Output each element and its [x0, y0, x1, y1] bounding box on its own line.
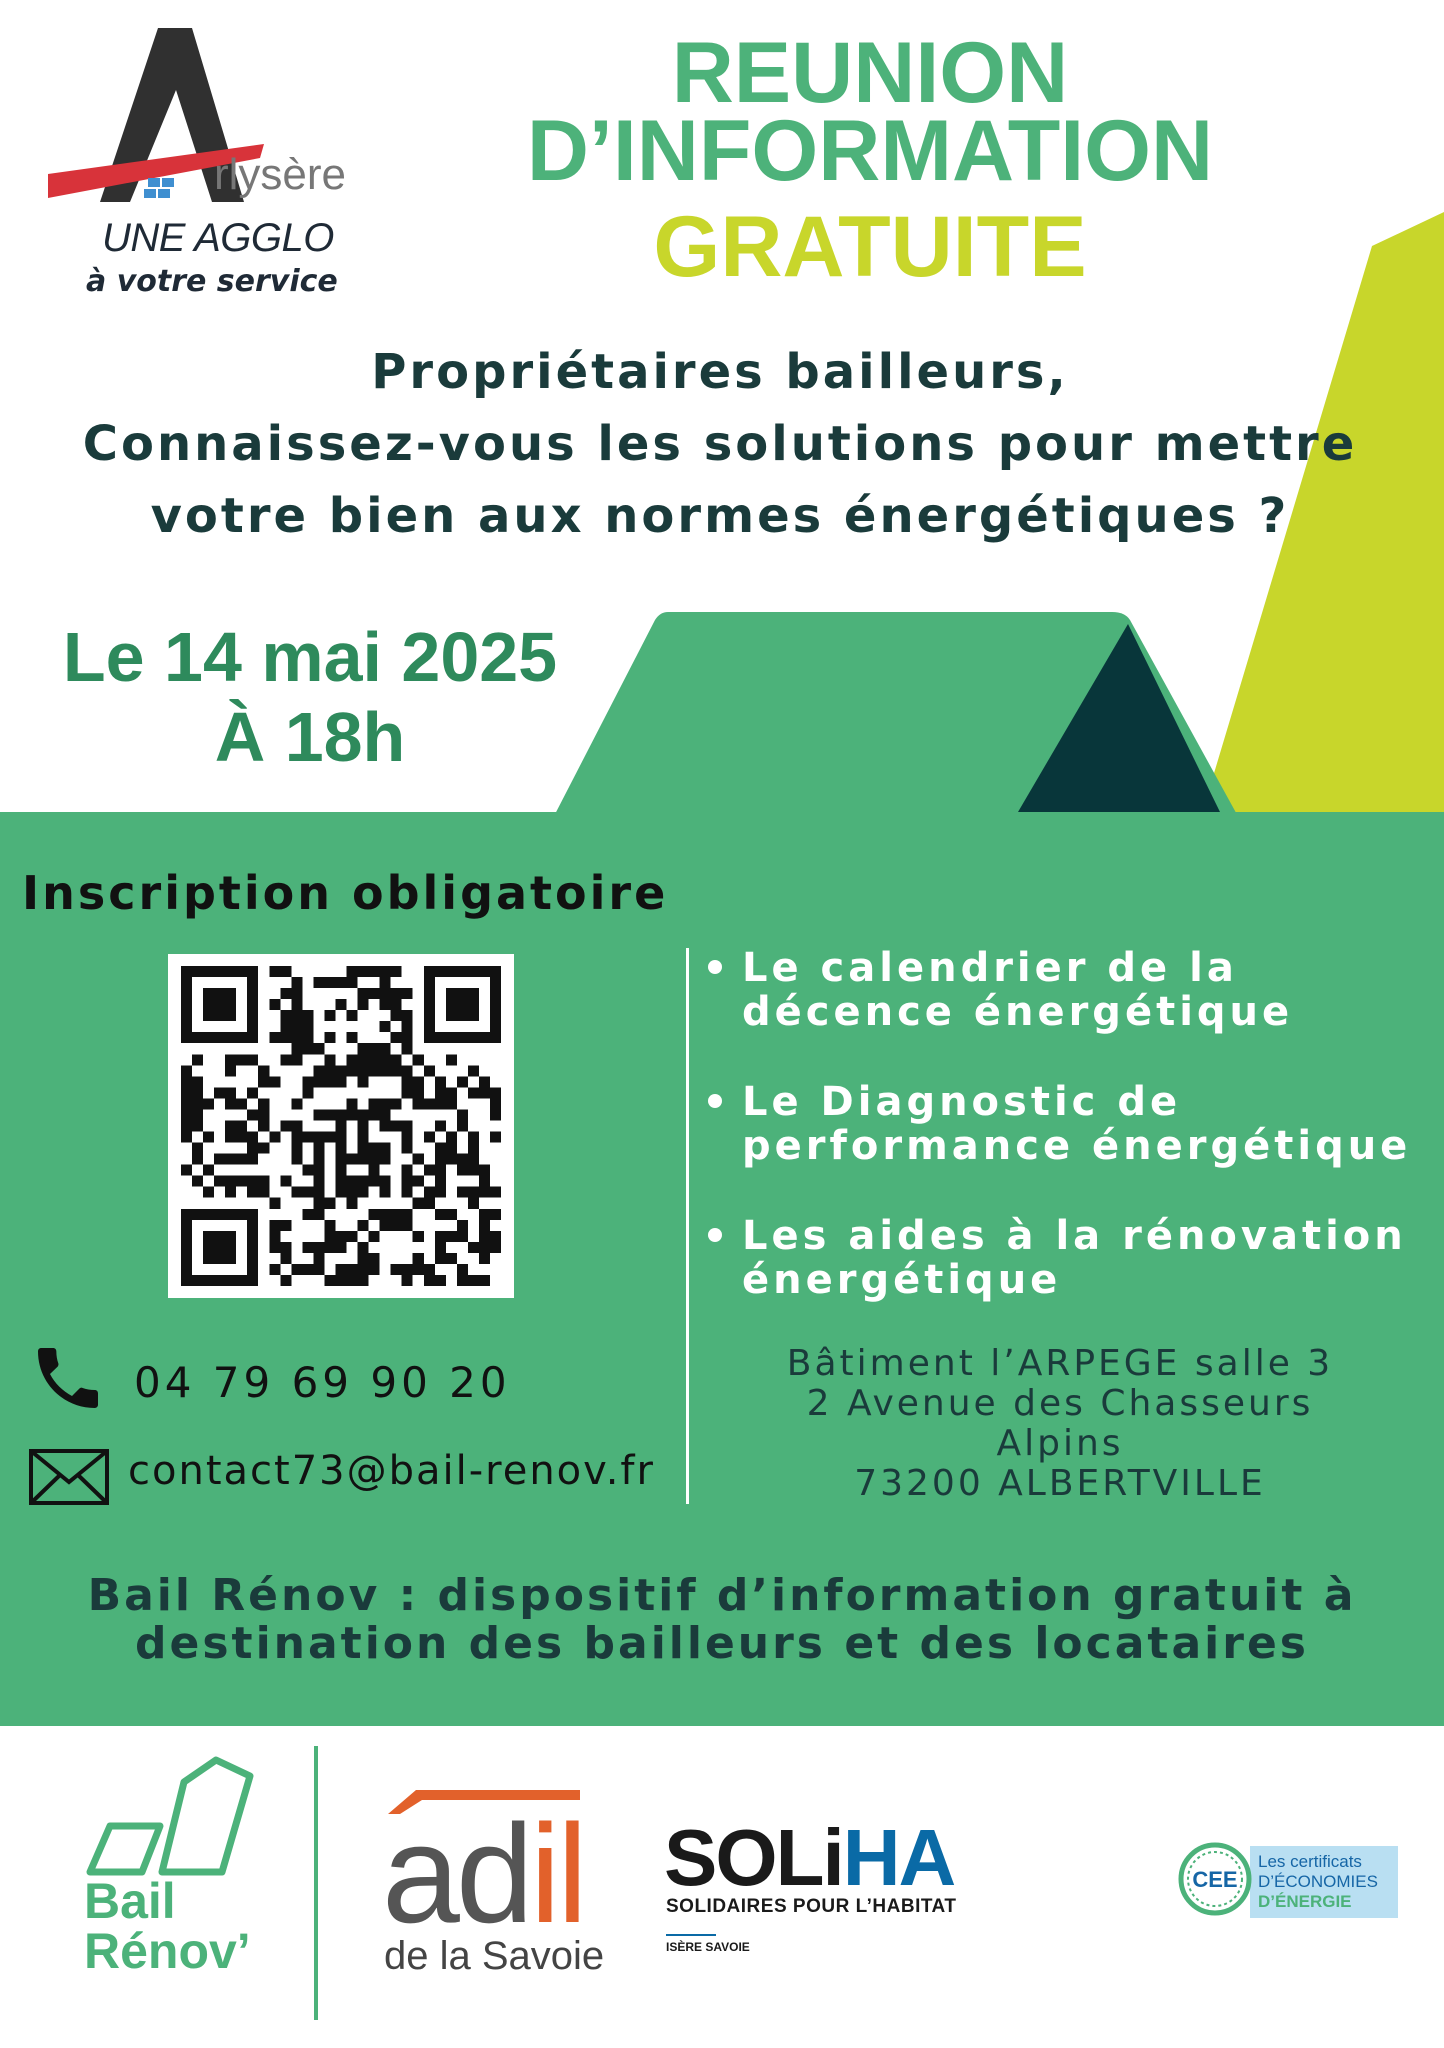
title-line-1: REUNION: [671, 25, 1069, 121]
cee-logo-text: Les certificats D’ÉCONOMIES D’ÉNERGIE: [1258, 1852, 1378, 1911]
soliha-rule: [666, 1934, 716, 1936]
logo-brand-text: rlysère: [214, 150, 347, 199]
topics-list: [700, 946, 1420, 1348]
topic-item: Les aides à la rénovation énergétique: [700, 1214, 1420, 1302]
mail-icon: [28, 1448, 110, 1506]
adil-logo: adil: [382, 1795, 584, 1952]
column-divider: [686, 948, 689, 1504]
svg-text:CEE: CEE: [1192, 1867, 1238, 1892]
qr-code-pattern: [180, 966, 502, 1286]
logo-tagline-2: à votre service: [86, 264, 338, 299]
topic-item: Le Diagnostic de performance énergétique: [700, 1080, 1420, 1168]
soliha-logo: SOLiHA: [664, 1813, 955, 1902]
adil-logo-subtitle: de la Savoie: [384, 1934, 605, 1978]
logo-tagline-1: UNE AGGLO: [102, 216, 334, 260]
event-time: À 18h: [214, 698, 406, 776]
headline-question: [40, 336, 1400, 552]
registration-heading: Inscription obligatoire: [22, 866, 669, 920]
bullet-icon: [708, 1094, 722, 1108]
question-line-3: votre bien aux normes énergétiques ?: [150, 488, 1290, 544]
bail-renov-logo-icon: [82, 1754, 262, 1884]
question-line-2: Connaissez-vous les solutions pour mettre: [82, 416, 1358, 472]
soliha-logo-subtitle: SOLIDAIRES POUR L’HABITAT: [666, 1896, 957, 1917]
phone-icon: [28, 1338, 108, 1418]
event-date: Le 14 mai 2025: [62, 618, 558, 696]
soliha-logo-region: ISÈRE SAVOIE: [666, 1940, 750, 1954]
qr-code[interactable]: [168, 954, 514, 1298]
bullet-icon: [708, 1228, 722, 1242]
venue-address: Bâtiment l’ARPEGE salle 3 2 Avenue des Chasseurs Alpins 73200 ALBERTVILLE: [786, 1343, 1334, 1504]
topic-item: Le calendrier de la décence énergétique: [700, 946, 1420, 1034]
phone-number[interactable]: 04 79 69 90 20: [134, 1358, 511, 1407]
question-line-1: Propriétaires bailleurs,: [371, 344, 1069, 400]
bullet-icon: [708, 960, 722, 974]
title-line-3: GRATUITE: [653, 199, 1087, 295]
title-line-2: D’INFORMATION: [526, 103, 1214, 199]
email-link[interactable]: contact73@bail-renov.fr: [128, 1448, 655, 1494]
arlysere-logo: [44, 26, 364, 299]
bail-renov-logo-text: Bail Rénov’: [84, 1873, 251, 1979]
footer-divider: [314, 1746, 318, 2020]
program-tagline: Bail Rénov : dispositif d’information gratuit à destination des bailleurs et des locataires: [87, 1570, 1357, 1669]
cee-badge-icon: [1178, 1842, 1252, 1916]
